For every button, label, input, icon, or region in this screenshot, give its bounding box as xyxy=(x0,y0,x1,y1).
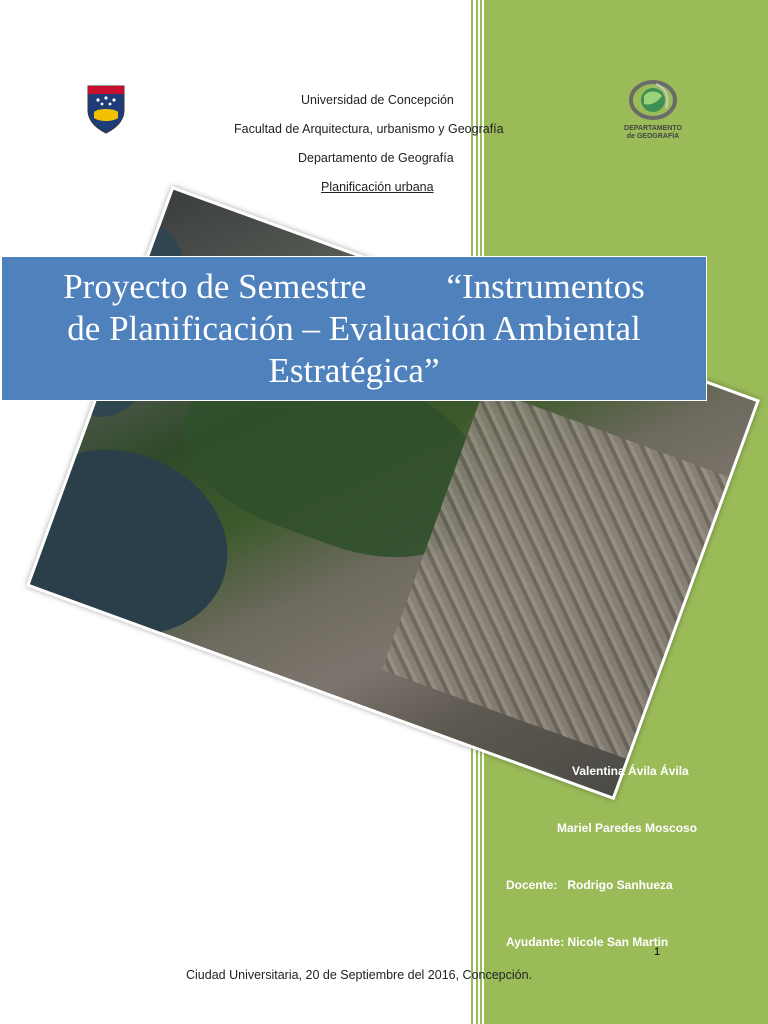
faculty-name: Facultad de Arquitectura, urbanismo y Geografía xyxy=(234,122,504,136)
university-crest-icon xyxy=(86,84,126,134)
title-line-2: de Planificación – Evaluación Ambiental xyxy=(67,309,641,348)
author-2: Mariel Paredes Moscoso xyxy=(557,821,698,835)
logo-wordmark: DEPARTAMENTO de GEOGRAFÍA xyxy=(624,125,682,140)
geography-department-logo xyxy=(624,78,682,144)
title-part-a: Proyecto de Semestre xyxy=(63,267,367,306)
page-number: 1 xyxy=(654,946,661,958)
document-title xyxy=(1,256,707,401)
title-line-1 xyxy=(2,266,706,308)
title-part-b: “Instrumentos xyxy=(446,267,645,306)
docente xyxy=(506,878,673,892)
course-name: Planificación urbana xyxy=(321,180,434,194)
title-line-3: Estratégica” xyxy=(268,351,440,390)
university-name: Universidad de Concepción xyxy=(301,93,454,107)
docente-name: Rodrigo Sanhueza xyxy=(567,878,673,892)
department-name: Departamento de Geografía xyxy=(298,151,454,165)
author-1: Valentina Ávila Ávila xyxy=(572,764,689,778)
docente-label: Docente: xyxy=(506,878,558,892)
globe-icon xyxy=(626,78,680,122)
ayudante: Ayudante: Nicole San Martin xyxy=(506,935,669,949)
footer-place-date: Ciudad Universitaria, 20 de Septiembre del 2016, Concepción. xyxy=(186,968,533,982)
